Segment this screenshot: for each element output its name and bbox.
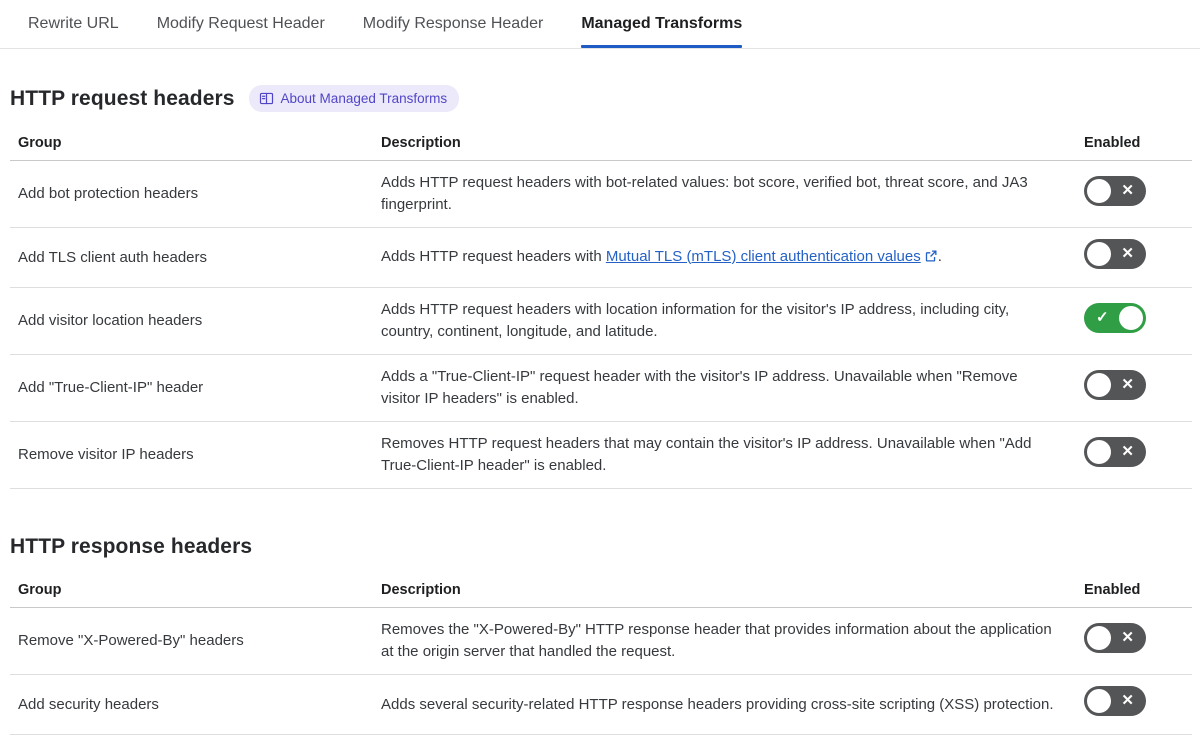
external-link-icon xyxy=(924,248,938,270)
toggle-knob xyxy=(1087,689,1111,713)
description-cell: Adds several security-related HTTP response headers providing cross-site scripting (XSS) protection. xyxy=(373,675,1076,735)
response-headers-table xyxy=(10,573,1192,735)
x-icon: ✕ xyxy=(1121,245,1134,262)
table-row xyxy=(10,608,1192,675)
toggle-knob xyxy=(1087,626,1111,650)
about-managed-transforms-label: About Managed Transforms xyxy=(280,90,448,106)
tab-modify-response-header[interactable]: Modify Response Header xyxy=(362,15,544,32)
table-row xyxy=(10,422,1192,489)
toggle-knob xyxy=(1087,242,1111,266)
x-icon: ✕ xyxy=(1121,692,1134,709)
toggle-knob xyxy=(1087,440,1111,464)
table-header-row xyxy=(10,126,1192,161)
description-cell: Adds HTTP request headers with location information for the visitor's IP address, including city, country, continent, longitude, and latitude. xyxy=(373,288,1076,355)
group-cell: Remove visitor IP headers xyxy=(10,422,373,489)
x-icon: ✕ xyxy=(1121,181,1134,199)
request-headers-title: HTTP request headers xyxy=(10,86,235,110)
group-cell: Add security headers xyxy=(10,675,373,735)
table-row xyxy=(10,161,1192,228)
toggle-knob xyxy=(1119,306,1143,330)
toggle-tls-client-auth-headers[interactable] xyxy=(1084,239,1146,269)
table-header-row xyxy=(10,573,1192,608)
description-cell: Adds HTTP request headers with bot-related values: bot score, verified bot, threat score, and JA3 fingerprint. xyxy=(373,161,1076,228)
tab-managed-transforms[interactable]: Managed Transforms xyxy=(581,0,742,48)
toggle-remove-visitor-ip-headers[interactable] xyxy=(1084,437,1146,467)
table-row xyxy=(10,355,1192,422)
response-headers-section-head xyxy=(10,535,1192,559)
toggle-true-client-ip-header[interactable] xyxy=(1084,370,1146,400)
description-cell: Adds a "True-Client-IP" request header with the visitor's IP address. Unavailable when "Remove visitor IP headers" is enabled. xyxy=(373,355,1076,422)
toggle-knob xyxy=(1087,373,1111,397)
description-text: Adds HTTP request headers with xyxy=(381,247,606,265)
request-headers-section-head xyxy=(10,85,1192,112)
group-cell: Add "True-Client-IP" header xyxy=(10,355,373,422)
column-header-group: Group xyxy=(10,126,373,161)
tab-rewrite-url[interactable]: Rewrite URL xyxy=(28,15,119,32)
column-header-enabled: Enabled xyxy=(1076,573,1192,608)
table-row xyxy=(10,675,1192,735)
toggle-remove-x-powered-by-headers[interactable] xyxy=(1084,623,1146,653)
group-cell: Add bot protection headers xyxy=(10,161,373,228)
toggle-add-security-headers[interactable] xyxy=(1084,686,1146,716)
about-managed-transforms-badge[interactable] xyxy=(249,85,460,112)
tab-modify-request-header[interactable]: Modify Request Header xyxy=(156,15,325,32)
managed-transforms-panel xyxy=(0,85,1200,735)
table-row xyxy=(10,228,1192,288)
response-headers-title: HTTP response headers xyxy=(10,535,253,558)
group-cell: Add TLS client auth headers xyxy=(10,228,373,288)
group-cell: Add visitor location headers xyxy=(10,288,373,355)
table-row xyxy=(10,288,1192,355)
description-cell xyxy=(373,228,1076,288)
book-icon xyxy=(259,91,274,106)
description-cell: Removes HTTP request headers that may contain the visitor's IP address. Unavailable when "Add True-Client-IP header" is enabled. xyxy=(373,422,1076,489)
x-icon: ✕ xyxy=(1121,375,1134,393)
tab-bar xyxy=(0,0,1200,49)
x-icon: ✕ xyxy=(1121,442,1134,460)
toggle-knob xyxy=(1087,179,1111,203)
column-header-description: Description xyxy=(373,573,1076,608)
mtls-docs-link[interactable]: Mutual TLS (mTLS) client authentication values xyxy=(605,247,921,265)
group-cell: Remove "X-Powered-By" headers xyxy=(10,608,373,675)
description-text: . xyxy=(937,247,942,265)
column-header-enabled: Enabled xyxy=(1076,126,1192,161)
toggle-bot-protection-headers[interactable] xyxy=(1084,176,1146,206)
x-icon: ✕ xyxy=(1121,628,1134,646)
description-cell: Removes the "X-Powered-By" HTTP response header that provides information about the application at the origin server that handled the request. xyxy=(373,608,1076,675)
toggle-visitor-location-headers[interactable] xyxy=(1084,303,1146,333)
column-header-description: Description xyxy=(373,126,1076,161)
request-headers-table xyxy=(10,126,1192,489)
column-header-group: Group xyxy=(10,573,373,608)
check-icon: ✓ xyxy=(1096,308,1109,326)
